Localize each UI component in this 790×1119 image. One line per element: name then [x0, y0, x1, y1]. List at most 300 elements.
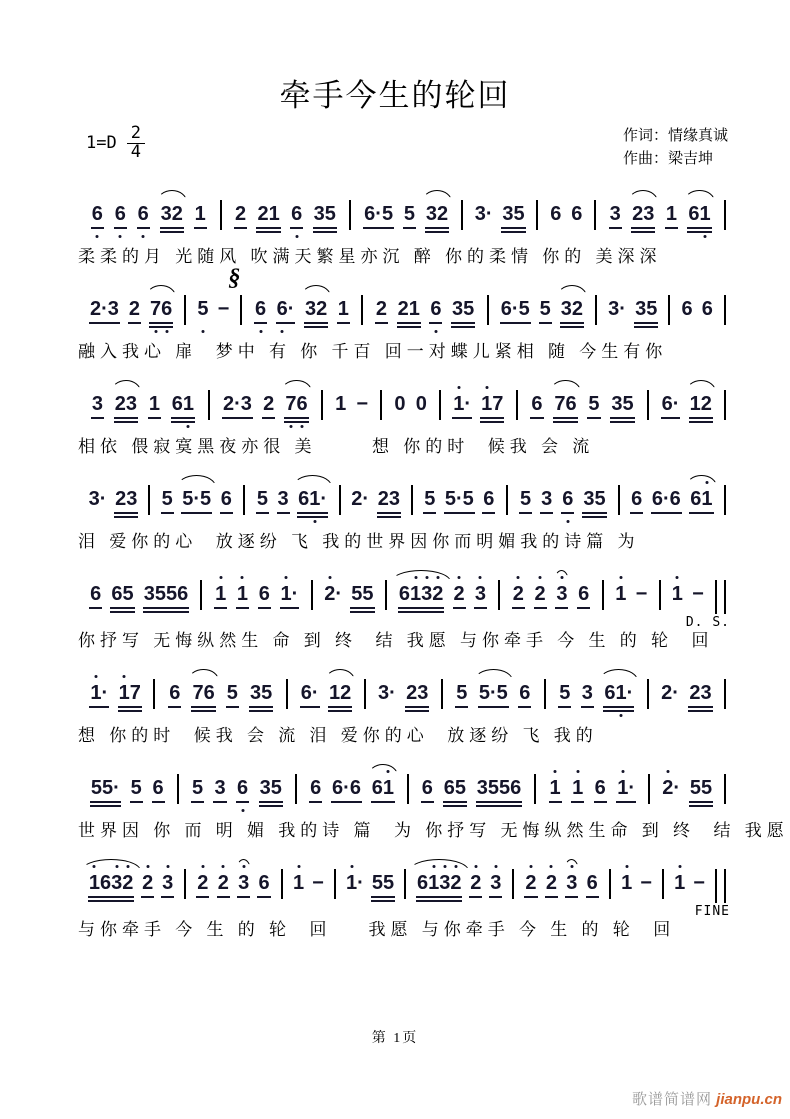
- note-token: [221, 487, 232, 511]
- note-char: 2: [340, 682, 352, 704]
- measure: [179, 776, 296, 800]
- note-char: 6: [90, 583, 102, 605]
- barline: [724, 774, 726, 804]
- note-char: 5: [351, 583, 363, 605]
- note-char: 1: [237, 582, 248, 606]
- measure: [341, 487, 411, 511]
- measure: [649, 681, 724, 705]
- octave-dot-above: [201, 865, 204, 868]
- note-token: [652, 487, 681, 511]
- measure: [489, 297, 595, 321]
- measure: [596, 202, 724, 226]
- measure: [500, 582, 602, 606]
- measure: [670, 297, 724, 321]
- song-title: 牵手今生的轮回: [279, 78, 511, 113]
- note-char: 6: [500, 298, 512, 320]
- octave-dot-above: [222, 865, 225, 868]
- note-char: 2: [377, 488, 389, 510]
- note-token: [161, 202, 183, 226]
- music-system: [78, 187, 726, 267]
- note-char: ·: [101, 682, 109, 704]
- note-char: 1: [383, 776, 394, 800]
- measure: [649, 392, 724, 416]
- measure: [78, 776, 177, 800]
- music-system: [78, 377, 726, 457]
- note-char: 2: [632, 203, 644, 225]
- measure: [150, 487, 243, 511]
- note-token: [604, 681, 633, 705]
- note-char: 2: [218, 871, 229, 895]
- note-char: 6: [701, 298, 713, 320]
- note-char: 1: [90, 681, 101, 705]
- note-char: 3: [475, 582, 486, 606]
- note-token: [92, 202, 103, 226]
- note-char: 6: [161, 297, 172, 321]
- note-token: [111, 582, 133, 606]
- note-char: 5: [496, 682, 508, 704]
- note-token: [89, 487, 107, 511]
- note-char: 6: [220, 488, 232, 510]
- measure: [78, 487, 148, 511]
- note-token: [674, 871, 685, 895]
- note-char: 6: [669, 488, 681, 510]
- note-token: [566, 871, 577, 895]
- octave-dot-below: [259, 330, 262, 333]
- note-token: [144, 582, 189, 606]
- note-token: [582, 681, 593, 705]
- note-char: ·: [343, 777, 350, 799]
- lyrics-line: 你抒写 无悔纵然生 命 到 终 结 我愿 与你牵手 今 生 的 轮 回: [78, 631, 714, 650]
- lyrics-line: 与你牵手 今 生 的 轮 回 我愿 与你牵手 今 生 的 轮 回: [78, 920, 676, 939]
- note-token: [255, 297, 266, 321]
- note-char: 3: [238, 871, 249, 895]
- key-signature: [86, 125, 145, 162]
- barline: [724, 200, 726, 230]
- final-barline: [715, 580, 726, 614]
- note-char: 3: [566, 871, 577, 895]
- measure: [546, 681, 647, 705]
- note-token: [218, 871, 229, 895]
- note-char: 5: [371, 872, 383, 894]
- note-token: [215, 582, 226, 606]
- octave-dot-above: [485, 386, 488, 389]
- measure: [323, 392, 380, 416]
- note-token: [250, 681, 272, 705]
- note-token: [197, 297, 208, 321]
- note-char: 6: [531, 393, 543, 415]
- lyrics-line: 想 你的时 候我 会 流 泪 爱你的心 放逐纷 飞 我的: [78, 726, 598, 745]
- note-char: 3: [91, 393, 103, 415]
- note-token: [456, 681, 467, 705]
- barline: [724, 390, 726, 420]
- note-token: [690, 776, 712, 800]
- note-token: [182, 487, 211, 511]
- octave-dot-above: [285, 576, 288, 579]
- octave-dot-above: [436, 576, 439, 579]
- note-char: ·: [287, 298, 295, 320]
- note-token: [119, 681, 141, 705]
- note-char: 3: [160, 203, 172, 225]
- measure: [664, 871, 715, 895]
- note-token: [578, 582, 589, 606]
- note-token: [632, 202, 654, 226]
- measure: [283, 871, 334, 895]
- note-char: 1: [550, 776, 561, 800]
- octave-dot-above: [242, 865, 245, 868]
- note-char: 7: [192, 682, 204, 704]
- note-char: 3: [476, 777, 488, 799]
- note-char: 5: [519, 488, 532, 510]
- octave-dot-above: [458, 576, 461, 579]
- note-token: [305, 297, 327, 321]
- measure: [518, 392, 648, 416]
- octave-dot-above: [454, 865, 457, 868]
- note-token: [690, 487, 712, 511]
- measure: [620, 487, 724, 511]
- note-token: [404, 202, 415, 226]
- note-char: 3: [388, 488, 400, 510]
- note-token: [195, 202, 206, 226]
- music-system: [78, 567, 730, 651]
- credits: [623, 125, 728, 172]
- measure: [78, 681, 153, 705]
- octave-dot-above: [241, 576, 244, 579]
- meta-row: [86, 125, 728, 177]
- note-char: 1: [309, 487, 320, 511]
- measure: [611, 871, 662, 895]
- note-token: [92, 392, 103, 416]
- measure: [202, 582, 311, 606]
- note-token: [406, 681, 428, 705]
- octave-dot-above: [554, 770, 557, 773]
- note-char: 1: [672, 582, 683, 606]
- note-token: [277, 297, 295, 321]
- note-char: 2: [171, 203, 183, 225]
- measure: [78, 297, 184, 321]
- note-char: 6: [203, 682, 215, 704]
- note-token: [501, 297, 530, 321]
- note-char: 5: [478, 682, 490, 704]
- note-token: [281, 582, 299, 606]
- octave-dot-above: [666, 770, 669, 773]
- note-char: 2: [397, 298, 409, 320]
- note-char: ·: [101, 298, 108, 320]
- octave-dot-below: [566, 520, 569, 523]
- note-char: 5: [701, 777, 713, 799]
- note-char: 5: [454, 777, 466, 799]
- note-token: [89, 871, 134, 895]
- note-char: 6: [349, 777, 361, 799]
- note-char: 1: [335, 393, 347, 415]
- note-token: [666, 202, 677, 226]
- note-char: 5: [270, 777, 282, 799]
- note-token: [278, 487, 289, 511]
- note-char: 1: [665, 203, 677, 225]
- note-char: ·: [489, 682, 497, 704]
- note-token: [513, 582, 524, 606]
- note-char: 5: [444, 488, 456, 510]
- note-token: [131, 776, 142, 800]
- note-char: 6: [99, 872, 112, 894]
- note-char: 6: [550, 203, 562, 225]
- note-token: [346, 871, 364, 895]
- note-token: [192, 681, 214, 705]
- note-char: 2: [700, 393, 712, 415]
- site-domain[interactable]: jianpu.cn: [716, 1091, 782, 1108]
- note-char: ·: [662, 488, 670, 510]
- note-char: 1: [215, 582, 226, 606]
- note-char: 3: [88, 488, 100, 510]
- note-char: 5: [130, 777, 142, 799]
- octave-dot-below: [295, 235, 298, 238]
- note-token: [615, 582, 626, 606]
- measure: [288, 681, 363, 705]
- note-token: [237, 582, 248, 606]
- note-token: [398, 297, 420, 321]
- note-char: 2: [525, 871, 536, 895]
- note-char: ·: [485, 203, 493, 225]
- note-token: [150, 297, 172, 321]
- note-token: [452, 297, 474, 321]
- note-char: 3: [502, 203, 514, 225]
- octave-dot-above: [625, 865, 628, 868]
- note-char: 6: [430, 297, 441, 321]
- note-token: [153, 776, 164, 800]
- note-char: ·: [375, 203, 382, 225]
- note-char: 6: [298, 488, 310, 510]
- octave-dot-above: [126, 865, 129, 868]
- note-char: 2: [142, 871, 153, 895]
- note-token: [129, 297, 140, 321]
- note-token: [571, 202, 582, 226]
- note-token: [617, 776, 635, 800]
- note-token: [91, 776, 120, 800]
- note-char: 1: [148, 393, 160, 415]
- measure: [463, 202, 537, 226]
- measure: [536, 776, 648, 800]
- note-char: 6: [111, 583, 123, 605]
- note-token: [520, 487, 531, 511]
- note-char: 3: [635, 298, 647, 320]
- note-char: 5: [256, 488, 268, 510]
- measure: [297, 776, 407, 800]
- note-char: 1: [183, 392, 194, 416]
- note-char: 6: [594, 777, 606, 799]
- note-token: [399, 582, 444, 606]
- note-char: ·: [335, 583, 343, 605]
- note-char: 3: [277, 488, 289, 510]
- note-token: [477, 776, 522, 800]
- note-token: [238, 871, 249, 895]
- note-token: [444, 776, 466, 800]
- note-char: 1: [617, 776, 628, 800]
- measure: [508, 487, 618, 511]
- watermark[interactable]: [632, 1088, 782, 1109]
- note-token: [378, 487, 400, 511]
- note-char: 3: [611, 393, 623, 415]
- note-char: 2: [470, 871, 481, 895]
- music-system: [78, 265, 726, 362]
- note-char: 1: [410, 582, 421, 606]
- barline: [724, 485, 726, 515]
- note-char: 1: [194, 203, 206, 225]
- measure: [406, 871, 512, 895]
- note-token: [115, 487, 137, 511]
- note-token: [525, 871, 536, 895]
- note-token: [258, 871, 269, 895]
- note-char: 3: [643, 203, 655, 225]
- octave-dot-above: [474, 865, 477, 868]
- note-char: −: [692, 583, 704, 605]
- octave-dot-below: [289, 425, 292, 428]
- note-char: 6: [92, 202, 103, 226]
- octave-dot-below: [620, 714, 623, 717]
- note-char: 3: [581, 682, 593, 704]
- note-token: [214, 776, 225, 800]
- lyrics-line: 相依 偎寂寞黑夜亦很 美 想 你的时 候我 会 流: [78, 437, 595, 456]
- note-char: 2: [513, 582, 524, 606]
- measure: [78, 871, 184, 895]
- note-char: 2: [122, 871, 133, 895]
- note-char: 0: [415, 393, 427, 415]
- note-token: [332, 776, 361, 800]
- note-char: ·: [234, 393, 241, 415]
- note-char: −: [693, 872, 705, 894]
- note-token: [356, 392, 368, 416]
- octave-dot-below: [96, 235, 99, 238]
- barline: [724, 679, 726, 709]
- note-char: 2: [662, 776, 673, 800]
- note-token: [688, 202, 710, 226]
- note-char: 5: [646, 298, 658, 320]
- note-char: 2: [450, 871, 461, 895]
- note-char: ·: [672, 393, 680, 415]
- octave-dot-below: [281, 330, 284, 333]
- time-signature-denominator: 4: [127, 143, 145, 162]
- note-char: 5: [101, 777, 114, 799]
- note-token: [169, 681, 180, 705]
- note-token: [416, 392, 427, 416]
- note-token: [682, 297, 693, 321]
- note-token: [329, 681, 351, 705]
- note-char: 1: [337, 298, 349, 320]
- note-token: [218, 297, 230, 321]
- octave-dot-below: [313, 520, 316, 523]
- octave-dot-above: [425, 576, 428, 579]
- octave-dot-above: [517, 576, 520, 579]
- octave-dot-below: [301, 425, 304, 428]
- octave-dot-above: [219, 576, 222, 579]
- note-char: 3: [490, 871, 501, 895]
- note-char: 1: [615, 582, 626, 606]
- segno-icon: §: [228, 265, 241, 291]
- note-char: 6: [586, 872, 598, 894]
- octave-dot-below: [142, 235, 145, 238]
- note-token: [263, 392, 274, 416]
- note-token: [693, 871, 705, 895]
- note-char: 3: [425, 203, 437, 225]
- note-char: 3: [417, 682, 429, 704]
- note-token: [550, 776, 561, 800]
- note-token: [540, 297, 551, 321]
- note-char: 6: [690, 488, 702, 510]
- octave-dot-below: [704, 235, 707, 238]
- note-char: 3: [421, 582, 432, 606]
- notes-row: [78, 666, 726, 709]
- note-char: 2: [324, 582, 335, 606]
- octave-dot-below: [187, 425, 190, 428]
- note-char: 5: [403, 203, 415, 225]
- note-char: 1: [572, 776, 583, 800]
- note-char: −: [640, 872, 652, 894]
- note-char: 6: [237, 776, 248, 800]
- note-char: 5: [588, 393, 600, 415]
- notes-row: [78, 187, 726, 230]
- note-char: 2: [436, 203, 449, 225]
- measure: [597, 297, 668, 321]
- note-char: 5: [559, 682, 571, 704]
- note-char: 6: [300, 682, 312, 704]
- score: [0, 181, 790, 940]
- note-token: [162, 871, 173, 895]
- note-char: 6: [510, 777, 522, 799]
- note-char: 1: [621, 871, 632, 895]
- note-char: 6: [562, 487, 573, 511]
- note-char: 2: [351, 488, 363, 510]
- note-char: ·: [455, 488, 463, 510]
- note-token: [588, 392, 599, 416]
- note-char: 2: [128, 298, 141, 320]
- note-char: 5: [462, 488, 474, 510]
- lyrics-line: 世界因 你 而 明 媚 我的诗 篇 为 你抒写 无悔纵然生命 到 终 结 我愿: [78, 821, 789, 840]
- note-char: 5: [161, 488, 173, 510]
- ds-mark: D. S.: [685, 615, 730, 630]
- note-token: [338, 297, 349, 321]
- note-char: ·: [628, 777, 635, 799]
- octave-dot-above: [494, 865, 497, 868]
- note-char: 6: [277, 297, 288, 321]
- octave-dot-above: [328, 576, 331, 579]
- note-char: 1: [674, 871, 685, 895]
- note-char: 2: [661, 682, 673, 704]
- note-char: 6: [416, 872, 429, 894]
- note-char: 2: [257, 203, 269, 225]
- note-token: [172, 392, 194, 416]
- note-token: [672, 582, 683, 606]
- note-token: [611, 392, 633, 416]
- site-name[interactable]: 歌谱简谱网: [631, 1092, 712, 1108]
- note-char: 3: [609, 203, 621, 225]
- lyrics-line: 柔柔的月 光随风 吹满天繁星亦沉 醉 你的柔情 你的 美深深: [78, 247, 662, 266]
- note-token: [257, 487, 268, 511]
- note-char: 6: [364, 203, 376, 225]
- note-char: 2: [234, 203, 247, 225]
- note-char: 7: [492, 393, 504, 415]
- note-token: [223, 392, 252, 416]
- note-char: 3: [143, 583, 155, 605]
- note-token: [519, 681, 530, 705]
- note-char: 5: [689, 777, 702, 799]
- note-token: [554, 392, 576, 416]
- note-char: 2: [432, 582, 443, 606]
- note-char: 6: [398, 583, 411, 605]
- octave-dot-above: [570, 865, 573, 868]
- note-token: [481, 392, 503, 416]
- note-char: 1: [89, 871, 100, 895]
- note-char: 1: [328, 682, 341, 704]
- measure: [245, 487, 338, 511]
- octave-dot-above: [414, 576, 417, 579]
